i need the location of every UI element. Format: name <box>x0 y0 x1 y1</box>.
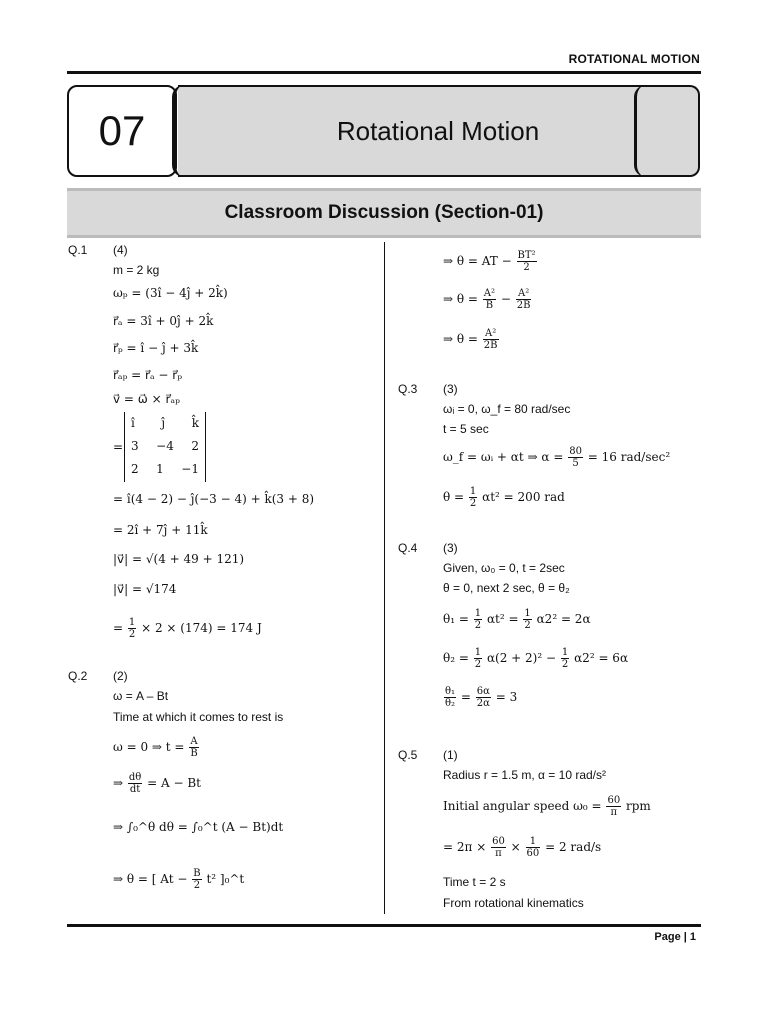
q4-number: Q.4 <box>398 541 418 555</box>
banner-bracket-right <box>634 85 648 177</box>
det-cell: ĵ <box>161 416 166 430</box>
numerator: 1 <box>469 486 477 497</box>
numerator: 1 <box>474 608 482 619</box>
text: ⇒ θ = <box>443 292 478 306</box>
numerator: 60 <box>492 836 505 847</box>
text: = A − Bt <box>147 776 201 790</box>
denominator: π <box>610 807 618 818</box>
fraction <box>517 250 537 273</box>
numerator: 6α <box>476 686 490 697</box>
denominator: B <box>485 300 494 311</box>
q3-number: Q.3 <box>398 382 418 396</box>
fraction <box>192 868 201 891</box>
det-cell: −1 <box>181 462 199 476</box>
denominator: 2 <box>193 880 201 891</box>
fraction <box>189 736 198 759</box>
det-cell: 2 <box>191 439 199 453</box>
fraction <box>444 686 456 709</box>
numerator: 1 <box>474 647 482 658</box>
q5-number: Q.5 <box>398 748 418 762</box>
q2-line-theta <box>113 868 244 891</box>
q5-line-time: Time t = 2 s <box>443 875 506 889</box>
fraction <box>561 647 569 670</box>
q2-cont-line2 <box>443 288 532 311</box>
numerator: A <box>190 736 198 747</box>
fraction <box>568 446 583 469</box>
chapter-number: 07 <box>67 85 177 177</box>
q2-line-diff <box>113 772 201 795</box>
q1-line-v-result: = 2î + 7ĵ + 11k̂ <box>113 523 208 537</box>
q4-answer: (3) <box>443 541 458 555</box>
q5-line-radius: Radius r = 1.5 m, α = 10 rad/s² <box>443 768 607 782</box>
q5-line-kinematics: From rotational kinematics <box>443 896 584 910</box>
q3-answer: (3) <box>443 382 458 396</box>
numerator: 1 <box>526 836 541 848</box>
q2-cont-line1 <box>443 250 538 273</box>
q5-line-convert <box>443 836 601 859</box>
q1-answer: (4) <box>113 243 128 257</box>
q2-cont-line3 <box>443 328 500 351</box>
det-cell: k̂ <box>191 416 199 430</box>
text: ⇒ θ = <box>443 332 478 346</box>
numerator: 60 <box>607 795 621 806</box>
denominator: θ₂ <box>445 698 456 709</box>
fraction <box>606 795 621 818</box>
q1-line-mass: m = 2 kg <box>113 263 160 277</box>
text: ω = 0 ⇒ t = <box>113 740 185 754</box>
numerator: dθ <box>128 772 142 783</box>
q1-determinant <box>124 412 206 482</box>
q2-line-omega: ω = A – Bt <box>113 689 169 703</box>
q5-line-initial <box>443 795 651 818</box>
q1-line-mag: |v⃗| = √(4 + 49 + 121) <box>113 552 245 566</box>
det-cell: −4 <box>156 439 174 453</box>
fraction <box>516 288 532 311</box>
numerator: θ₁ <box>445 686 456 697</box>
denominator: B <box>190 748 198 759</box>
fraction <box>526 836 541 859</box>
numerator: 80 <box>569 446 582 457</box>
q1-line-ra: r⃗ₐ = 3î + 0ĵ + 2k̂ <box>113 314 214 328</box>
q2-line-integral: ⇒ ∫₀^θ dθ = ∫₀^t (A − Bt)dt <box>113 820 284 834</box>
denominator: 2B <box>516 300 531 311</box>
q4-line-ratio <box>443 686 517 709</box>
q1-line-v: v⃗ = ω⃗ × r⃗ₐₚ <box>113 392 180 406</box>
numerator: 1 <box>561 647 569 658</box>
text: αt² = <box>486 612 519 626</box>
fraction <box>483 328 499 351</box>
text: = 3 <box>495 690 518 704</box>
q3-line-omegas: ωᵢ = 0, ω_f = 80 rad/sec <box>443 402 571 416</box>
q1-line-expand: = î(4 − 2) − ĵ(−3 − 4) + k̂(3 + 8) <box>113 492 315 506</box>
text: αt² = 200 rad <box>482 490 565 504</box>
q4-line-theta1 <box>443 608 591 631</box>
q4-line-theta2 <box>443 647 628 670</box>
q4-line-theta: θ = 0, next 2 sec, θ = θ₂ <box>443 581 570 595</box>
numerator: A² <box>483 328 499 340</box>
denominator: 2 <box>128 629 136 640</box>
text: − <box>500 292 511 306</box>
q2-line-t <box>113 736 200 759</box>
denominator: 5 <box>572 458 579 469</box>
fraction <box>491 836 506 859</box>
text: × <box>510 840 521 854</box>
q3-line-theta <box>443 486 565 509</box>
column-divider <box>384 242 385 914</box>
section-title: Classroom Discussion (Section-01) <box>67 188 701 238</box>
text: × 2 × (174) <box>141 621 213 635</box>
footer-rule <box>67 924 701 927</box>
text: ω_f = ωᵢ + αt ⇒ α = <box>443 450 564 464</box>
denominator: 2 <box>524 620 531 631</box>
q3-line-time: t = 5 sec <box>443 422 489 436</box>
text: t² ]₀^t <box>206 872 245 886</box>
text: ⇒ <box>113 776 124 790</box>
q1-line-rp: r⃗ₚ = î − ĵ + 3k̂ <box>113 341 199 355</box>
numerator: A² <box>516 288 532 300</box>
text: = 174 J <box>216 621 262 635</box>
text: α2² = 6α <box>574 651 629 665</box>
text: α(2 + 2)² − <box>486 651 557 665</box>
denominator: 2 <box>469 498 477 509</box>
q1-line-omega: ωₚ = (3î − 4ĵ + 2k̂) <box>113 286 228 300</box>
q2-answer: (2) <box>113 669 128 683</box>
q1-det-equals: = <box>113 440 124 454</box>
det-cell: 2 <box>131 462 139 476</box>
q3-line-alpha <box>443 446 670 469</box>
numerator: B <box>193 868 201 879</box>
text: Initial angular speed ω₀ = <box>443 799 602 813</box>
denominator: π <box>495 848 502 859</box>
banner-bracket-left <box>172 85 186 177</box>
denominator: 2 <box>523 262 530 273</box>
denominator: 2 <box>561 659 569 670</box>
header-rule <box>67 71 701 74</box>
denominator: 2α <box>476 698 490 709</box>
numerator: BT² <box>517 250 536 261</box>
q1-line-mag2: |v⃗| = √174 <box>113 582 177 596</box>
q1-line-energy <box>113 617 262 640</box>
text: θ₂ = <box>443 651 469 665</box>
text: α2² = 2α <box>536 612 591 626</box>
denominator: 2 <box>474 620 482 631</box>
text: ⇒ θ = AT − <box>443 254 512 268</box>
text: = <box>460 690 471 704</box>
text: = 16 rad/sec² <box>587 450 671 464</box>
det-cell: î <box>131 416 135 430</box>
denominator: dt <box>129 784 141 795</box>
q1-line-rap: r⃗ₐₚ = r⃗ₐ − r⃗ₚ <box>113 368 183 382</box>
text: rpm <box>626 799 651 813</box>
numerator: 1 <box>524 608 531 619</box>
fraction <box>128 617 136 640</box>
q1-number: Q.1 <box>68 243 88 257</box>
denominator: 60 <box>526 848 540 859</box>
text: θ₁ = <box>443 612 469 626</box>
fraction <box>128 772 142 795</box>
q2-line-rest: Time at which it comes to rest is <box>113 710 284 724</box>
denominator: 2B <box>483 340 498 351</box>
header-title: ROTATIONAL MOTION <box>568 52 700 66</box>
det-cell: 1 <box>156 462 164 476</box>
text: = 2 rad/s <box>545 840 602 854</box>
text: = <box>113 621 124 635</box>
page-number: Page | 1 <box>654 931 696 943</box>
fraction <box>483 288 496 311</box>
fraction <box>469 486 477 509</box>
numerator: A² <box>483 288 496 299</box>
fraction <box>474 608 482 631</box>
text: θ = <box>443 490 465 504</box>
fraction <box>523 608 531 631</box>
q2-number: Q.2 <box>68 669 88 683</box>
numerator: 1 <box>128 617 136 628</box>
q5-answer: (1) <box>443 748 458 762</box>
q4-line-given: Given, ω₀ = 0, t = 2sec <box>443 561 565 575</box>
fraction <box>474 647 482 670</box>
denominator: 2 <box>474 659 482 670</box>
text: ⇒ θ = [ At − <box>113 872 188 886</box>
fraction <box>476 686 491 709</box>
det-cell: 3 <box>131 439 139 453</box>
text: = 2π × <box>443 840 487 854</box>
chapter-title: Rotational Motion <box>178 85 700 177</box>
